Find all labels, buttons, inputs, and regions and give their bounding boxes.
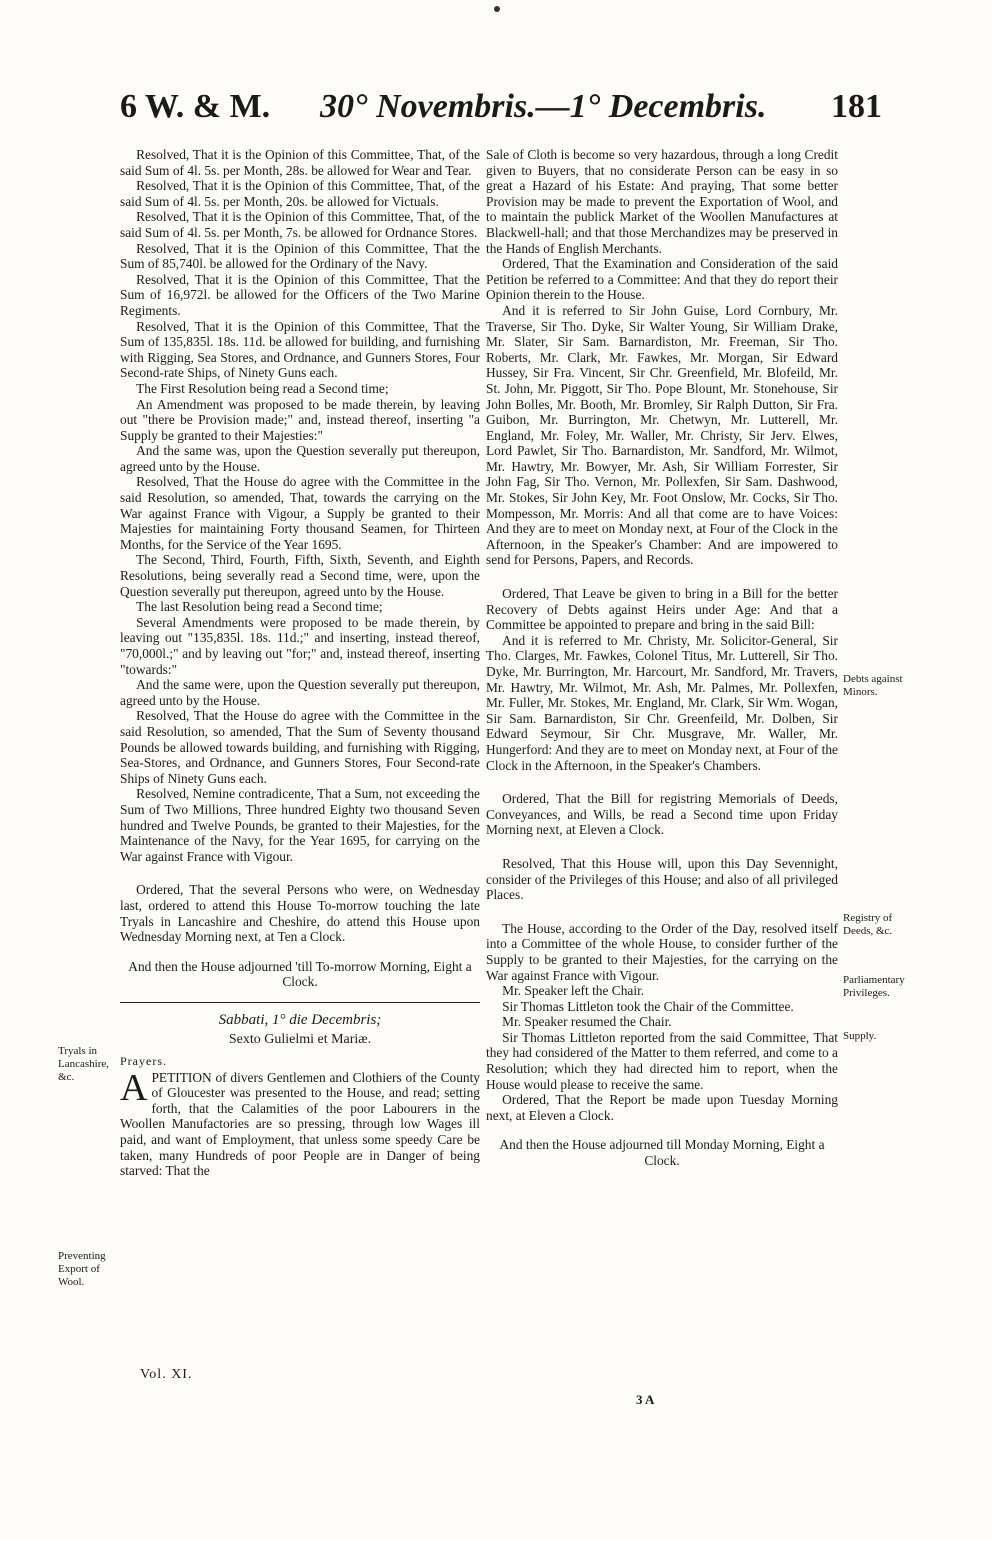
paragraph: Several Amendments were proposed to be made therein, by leaving out "135,835l. 18s. 11d.;" and inserting, instead thereof, "70,000l.;" and by leaving out "for;" and, instead thereof, inserting "towards:": [120, 614, 480, 677]
right-column: [486, 147, 838, 1169]
paragraph: Resolved, That it is the Opinion of this Committee, That the Sum of 85,740l. be allowed for the Ordinary of the Navy.: [120, 240, 480, 272]
paragraph: Ordered, That the Report be made upon Tuesday Morning next, at Eleven a Clock.: [486, 1092, 838, 1123]
page-number: 181: [831, 88, 882, 125]
paragraph: The House, according to the Order of the Day, resolved itself into a Committee of the whole House, to consider further of the Supply to be granted to their Majesties, for the carrying on the War against France with Vigour.: [486, 920, 838, 983]
drop-cap: A: [120, 1066, 148, 1109]
paragraph: Resolved, That it is the Opinion of this Committee, That, of the said Sum of 4l. 5s. per Month, 28s. be allowed for Wear and Tear.: [120, 147, 480, 178]
margin-note-registry: Registry of Deeds, &c.: [843, 912, 893, 937]
volume-label: Vol. XI.: [140, 1367, 193, 1382]
regnal-year: 6 W. & M.: [120, 88, 271, 125]
paragraph: Resolved, That it is the Opinion of this Committee, That, of the said Sum of 4l. 5s. per Month, 7s. be allowed for Ordnance Stores.: [120, 209, 480, 240]
margin-note-debts: Debts against Minors.: [843, 673, 903, 698]
paragraph: And the same was, upon the Question severally put thereupon, agreed unto by the House.: [120, 443, 480, 474]
paragraph: Mr. Speaker resumed the Chair.: [502, 1014, 672, 1030]
margin-note-export: Preventing Export of Wool.: [58, 1250, 106, 1288]
reign-heading: Sexto Gulielmi et Mariæ.: [228, 1032, 372, 1048]
prayers-heading: Prayers.: [120, 1054, 167, 1069]
paragraph: The Second, Third, Fourth, Fifth, Sixth, Seventh, and Eighth Resolutions, being severally read a Second time, were, upon the Question severally put thereupon, agreed unto by the House.: [120, 552, 480, 599]
paragraph: And the same were, upon the Question severally put thereupon, agreed unto by the House.: [120, 677, 480, 708]
paragraph: Sir Thomas Littleton took the Chair of the Committee.: [502, 998, 794, 1014]
paragraph: Mr. Speaker left the Chair.: [502, 983, 645, 999]
registry-order: Ordered, That the Bill for registring Memorials of Deeds, Conveyances, and Wills, be read a Second time upon Friday Morning next, at Eleven a Clock.: [486, 791, 838, 838]
tryals-order: Ordered, That the several Persons who were, on Wednesday last, ordered to attend this House To-morrow touching the late Tryals in Lancashire and Cheshire, do attend this House upon Wednesday Morning next, at Ten a Clock.: [120, 882, 480, 945]
paragraph: Resolved, That the House do agree with the Committee in the said Resolution, so amended, That, towards the carrying on the War against France with Vigour, a Supply be granted to their Majesties for maintaining Forty thousand Seamen, for Thirteen Months, for the Service of the Year 1695.: [120, 474, 480, 552]
paragraph: Sale of Cloth is become so very hazardous, through a long Credit given to Buyers, that no considerate Person can be easy in so great a Hazard of his Estate: And praying, That some better Provision may be made to prevent the Exportation of Wool, and to maintain the publick Market of the Woollen Manufactures at Blackwell-hall; and that those Merchandizes may be preserved in the Hands of English Merchants.: [486, 147, 838, 256]
printer-mark: [494, 6, 500, 12]
paragraph: Ordered, That the Examination and Consideration of the said Petition be referred to a Committee: And that they do report their Opinion therein to the House.: [486, 256, 838, 303]
paragraph: Resolved, Nemine contradicente, That a Sum, not exceeding the Sum of Two Millions, Three hundred Eighty two thousand Seven hundred and Twelve Pounds, be granted to their Majesties, for the Maintenance of the Navy, for the Year 1695, for carrying on the War against France with Vigour.: [120, 786, 480, 864]
petition-paragraph: [120, 1066, 480, 1179]
privileges-resolution: Resolved, That this House will, upon this Day Sevennight, consider of the Privileges of this House; and also of all privileged Places.: [486, 855, 838, 903]
margin-note-tryals: Tryals in Lancashire, &c.: [58, 1045, 109, 1083]
paragraph: And it is referred to Sir John Guise, Lord Cornbury, Mr. Traverse, Sir Tho. Dyke, Sir Walter Young, Sir William Drake, Mr. Slater, Sir Sam. Barnardiston, Mr. Freeman, Sir Tho. Roberts, Mr. Clark, Mr. Fawkes, Mr. Morgan, Sir Edward Hussey, Sir Fra. Vincent, Sir Chr. Greenfield, Mr. Blofeild, Mr. St. John, Mr. Piggott, Sir Tho. Pope Blount, Mr. Stonehouse, Sir John Bolles, Mr. Booth, Mr. Bromley, Sir Ralph Dutton, Sir Fra. Guibon, Mr. Burrington, Mr. Chetwyn, Mr. Lutterell, Mr. England, Mr. Foley, Mr. Waller, Mr. Christy, Sir Jerv. Elwes, Lord Pawlet, Sir Tho. Barnardiston, Mr. Sandford, Mr. Wilmot, Mr. Hawtry, Mr. Bowyer, Mr. Ash, Sir William Forrester, Sir John Fag, Sir Tho. Vernon, Mr. Pollexfen, Sir Sam. Dashwood, Mr. Stokes, Sir John Key, Mr. Foot Onslow, Mr. Cocks, Sir Tho. Mompesson, Mr. Morris: And all that come are to have Voices: And they are to meet on Monday next, at Four of the Clock in the Afternoon, in the Speaker's Chamber: And are impowered to send for Persons, Papers, and Records.: [486, 302, 838, 568]
day-heading: Sabbati, 1° die Decembris;: [218, 1011, 382, 1028]
signature-mark: 3 A: [636, 1392, 655, 1407]
paragraph: The First Resolution being read a Second time;: [136, 380, 389, 396]
paragraph: An Amendment was proposed to be made therein, by leaving out "there be Provision made;" and, instead thereof, inserting "a Supply be granted to their Majesties:": [120, 396, 480, 443]
paragraph: Resolved, That it is the Opinion of this Committee, That the Sum of 16,972l. be allowed for the Officers of the Two Marine Regiments.: [120, 271, 480, 318]
margin-note-privileges: Parliamentary Privileges.: [843, 974, 905, 999]
page-header: [120, 88, 882, 140]
paragraph: Sir Thomas Littleton reported from the said Committee, That they had considered of the Matter to them referred, and come to a Resolution; which they had directed him to report, when the House would please to receive the same.: [486, 1029, 838, 1092]
paragraph: Resolved, That it is the Opinion of this Committee, That the Sum of 135,835l. 18s. 11d. be allowed for building, and furnishing with Rigging, Sea Stores, and Ordnance, and Gunners Stores, Four Second-rate Ships, of Ninety Guns each.: [120, 318, 480, 381]
paragraph: Resolved, That it is the Opinion of this Committee, That, of the said Sum of 4l. 5s. per Month, 20s. be allowed for Victuals.: [120, 178, 480, 209]
margin-note-supply: Supply.: [843, 1030, 877, 1042]
paragraph: Resolved, That the House do agree with the Committee in the said Resolution, so amended, That the Sum of Seventy thousand Pounds be allowed towards building, and furnishing with Rigging, Sea-Stores, and Ordnance, and Gunners Stores, Four Second-rate Ships of Ninety Guns each.: [120, 708, 480, 786]
section-divider: [120, 1002, 480, 1003]
paragraph: The last Resolution being read a Second time;: [136, 599, 383, 615]
debts-committee: And it is referred to Mr. Christy, Mr. Solicitor-General, Sir Tho. Clarges, Mr. Fawkes, Colonel Titus, Mr. Lutterell, Sir Tho. Dyke, Mr. Burrington, Mr. Harcourt, Mr. Sandford, Mr. Travers, Mr. Hawtry, Mr. Wilmot, Mr. Ash, Mr. Palmes, Mr. Pollexfen, Mr. Fuller, Mr. Stokes, Mr. England, Mr. Clark, Sir Wm. Wogan, Sir Sam. Barnardiston, Sir Chr. Greenfeild, Mr. Dolben, Sir Edward Seymour, Sir Chr. Musgrave, Mr. Waller, Mr. Hungerford: And they are to meet on Monday next, at Four of the Clock in the Afternoon, in the Speaker's Chambers.: [486, 632, 838, 773]
adjournment: And then the House adjourned till Monday Morning, Eight a Clock.: [499, 1137, 825, 1169]
debts-order: Ordered, That Leave be given to bring in a Bill for the better Recovery of Debts against Heirs under Age: And that a Committee be appointed to prepare and bring in the said Bill:: [486, 586, 838, 633]
petition-text: PETITION of divers Gentlemen and Clothiers of the County of Gloucester was presented to the House, and read; setting forth, that the Calamities of the poor Labourers in the Woollen Manufactories are so pressing, through low Wages ill paid, and want of Employment, that unless some speedy Care be taken, many Hundreds of poor People are in Danger of being starved: That the: [120, 1069, 480, 1179]
left-column: [120, 147, 480, 1179]
date-range: 30° Novembris.—1° Decembris.: [320, 88, 767, 125]
adjournment: And then the House adjourned 'till To-morrow Morning, Eight a Clock.: [128, 958, 472, 990]
